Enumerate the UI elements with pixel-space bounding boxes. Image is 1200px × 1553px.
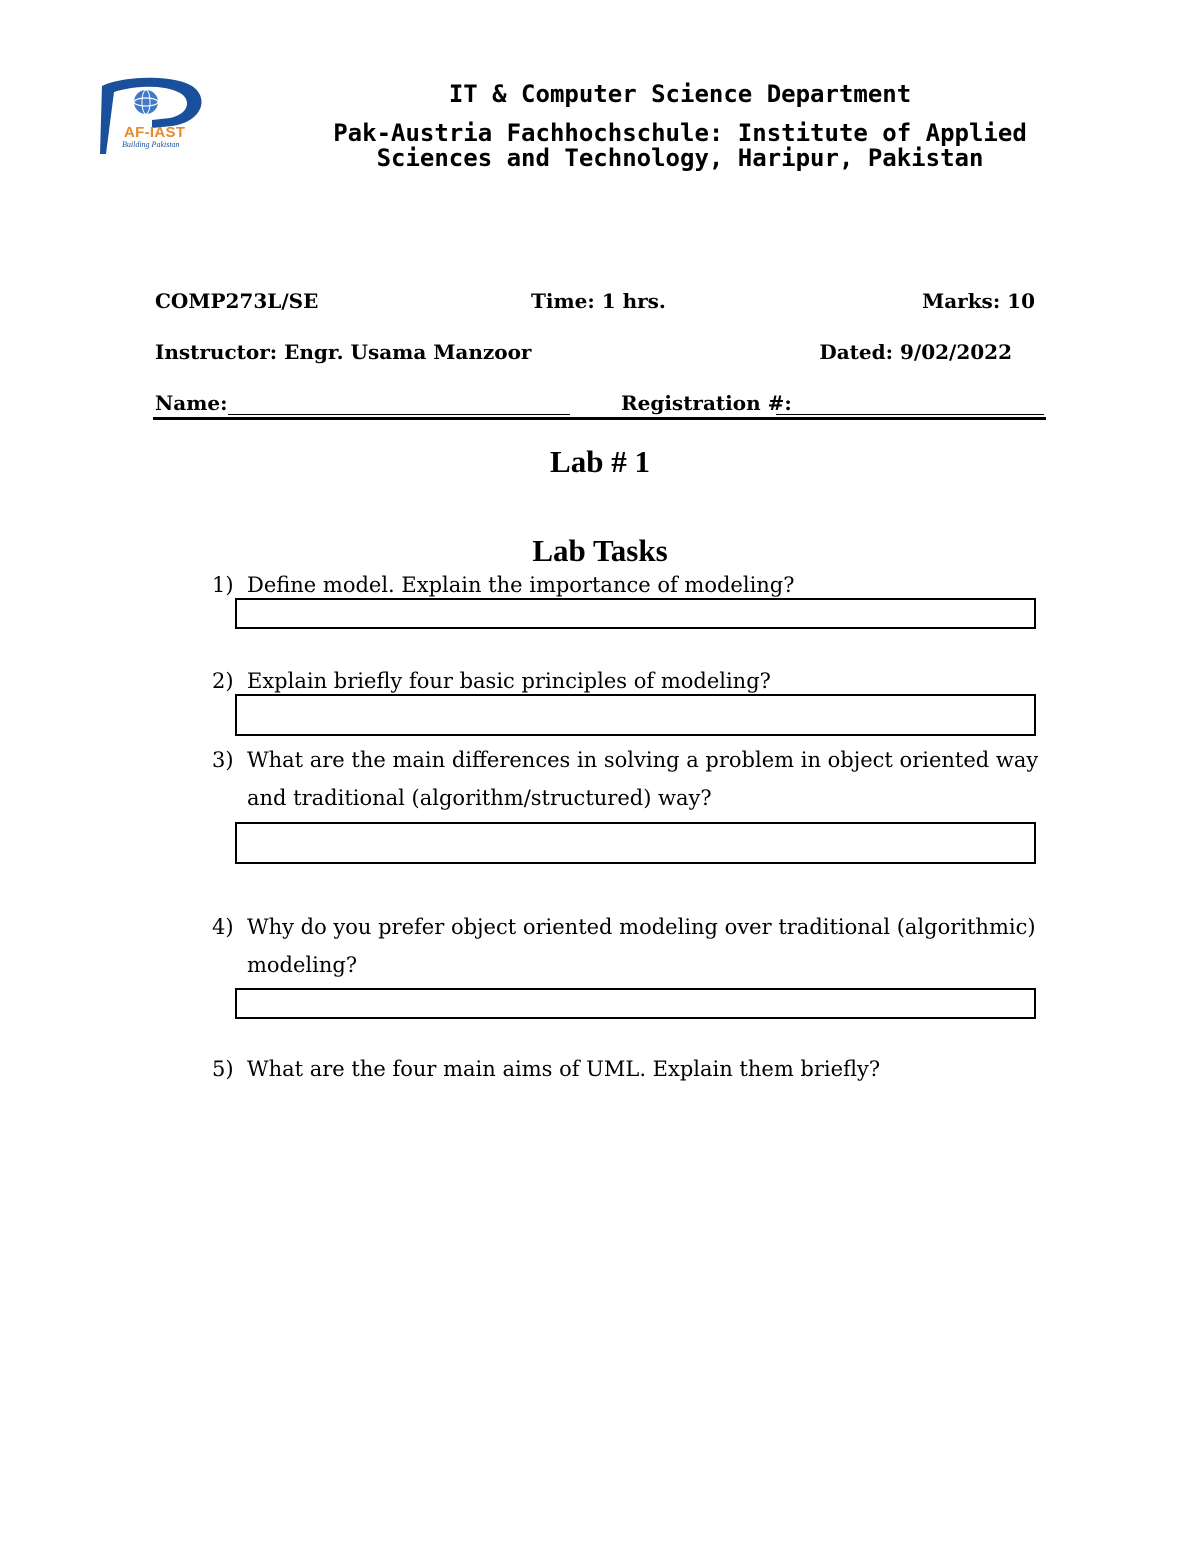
logo-tagline: Building Pakistan [122,140,180,149]
registration-label: Registration #: [621,391,792,415]
question-5-text: What are the four main aims of UML. Explain them briefly? [247,1057,881,1081]
lab-tasks-title: Lab Tasks [532,533,668,568]
question-4-text-line2: modeling? [247,953,358,977]
question-3-text-line1: What are the main differences in solving a problem in object oriented way [247,748,1039,772]
logo-text: AF-IAST [124,124,186,141]
question-2-number: 2) [212,669,234,693]
question-1-number: 1) [212,573,234,597]
header-divider [153,417,1046,420]
time-allowed: Time: 1 hrs. [531,289,666,313]
registration-blank-line[interactable] [776,414,1044,415]
institute-name-line2: Sciences and Technology, Haripur, Pakistan [376,144,984,172]
instructor-name: Instructor: Engr. Usama Manzoor [155,340,532,364]
question-5-number: 5) [212,1057,234,1081]
date: Dated: 9/02/2022 [819,340,1012,364]
institute-logo [92,74,207,162]
question-3-number: 3) [212,748,234,772]
name-label: Name: [155,391,228,415]
course-code: COMP273L/SE [155,289,319,313]
total-marks: Marks: 10 [922,289,1035,313]
question-1-answer-box[interactable] [235,598,1036,629]
name-blank-line[interactable] [228,414,570,415]
question-2-answer-box[interactable] [235,694,1036,736]
question-4-number: 4) [212,915,234,939]
lab-title: Lab # 1 [550,444,650,479]
question-4-text-line1: Why do you prefer object oriented modeling over traditional (algorithmic) [247,915,1036,939]
question-2-text: Explain briefly four basic principles of modeling? [247,669,771,693]
question-4-answer-box[interactable] [235,988,1036,1019]
question-1-text: Define model. Explain the importance of modeling? [247,573,795,597]
institute-name-line1: Pak-Austria Fachhochschule: Institute of Applied [333,119,1027,147]
department-heading: IT & Computer Science Department [448,80,912,108]
question-3-answer-box[interactable] [235,822,1036,864]
question-3-text-line2: and traditional (algorithm/structured) way? [247,786,712,810]
